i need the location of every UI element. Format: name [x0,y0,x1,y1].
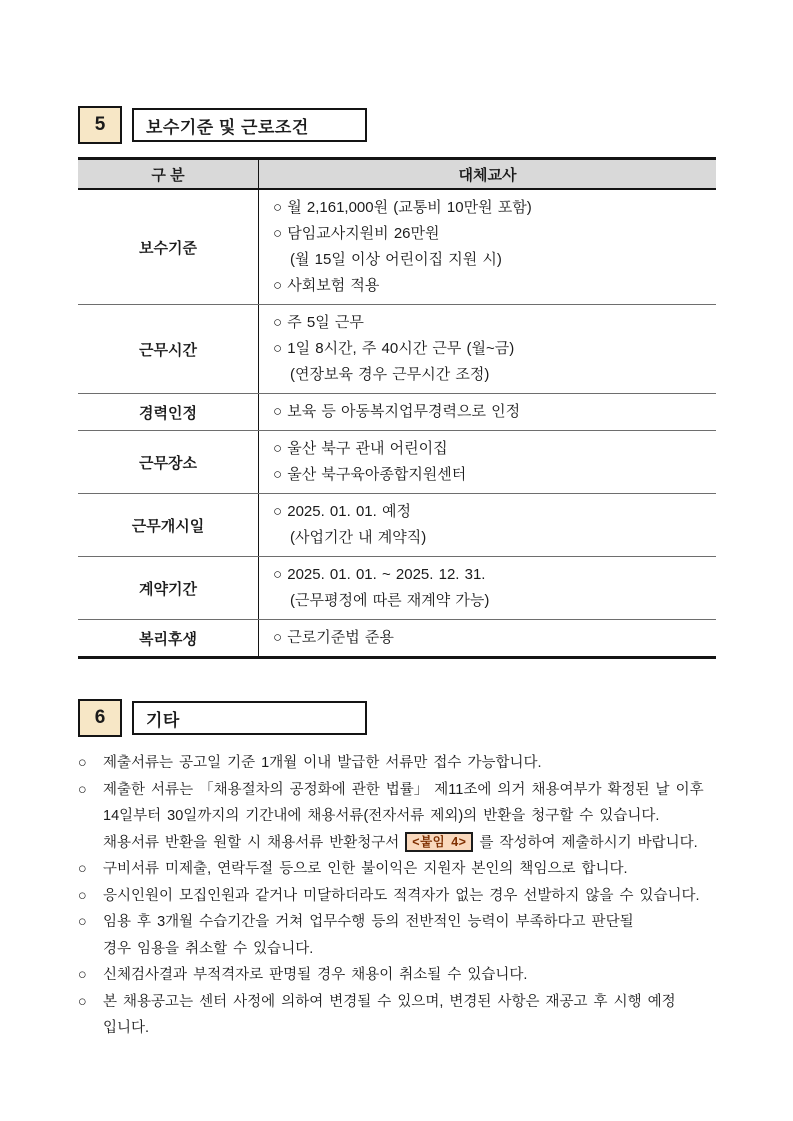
table-header-substitute-teacher: 대체교사 [458,166,517,184]
bullet-item-continuation [78,803,716,830]
section-5-header [78,106,716,144]
table-row-start-date [78,493,716,556]
bullet-marker: ○ [78,914,87,930]
row-content [259,190,716,304]
bullet-text-after-badge: 를 작성하여 제출하시기 바랍니다. [479,834,698,851]
content-line: (월 15일 이상 어린이집 지원 시) [290,251,502,268]
bullet-marker: ○ [78,861,87,877]
bullet-item [78,750,716,777]
content-line: ○ 2025. 01. 01. ~ 2025. 12. 31. [273,566,486,583]
section-5-number-badge: 5 [78,106,122,144]
row-content [259,620,716,656]
bullet-marker: ○ [78,887,87,904]
bullet-marker: ○ [78,755,87,771]
table-header-category: 구 분 [78,160,259,188]
bullet-text: 응시인원이 모집인원과 같거나 미달하더라도 적격자가 없는 경우 선발하지 않을 수 있습니다. [103,887,700,904]
content-line: (근무평정에 따른 재계약 가능) [290,592,490,609]
bullet-item [78,777,716,804]
row-label: 보수기준 [78,190,259,304]
bullet-text: 14일부터 30일까지의 기간내에 채용서류(전자서류 제외)의 반환을 청구할 수 있습니다. [103,808,660,824]
bullet-text-before-badge: 채용서류 반환을 원할 시 채용서류 반환청구서 [103,834,400,851]
bullet-text: 구비서류 미제출, 연락두절 등으로 인한 불이익은 지원자 본인의 책임으로 합니다. [103,861,628,877]
table-row-pay-standard [78,190,716,304]
row-content [259,494,716,556]
bullet-text [103,830,698,857]
content-line: ○ 보육 등 아동복지업무경력으로 인정 [273,403,521,420]
content-line: ○ 근로기준법 준용 [273,629,394,646]
bullet-text: 신체검사결과 부적격자로 판명될 경우 채용이 취소될 수 있습니다. [103,967,528,983]
bullet-marker: ○ [78,967,87,983]
bullet-item [78,989,716,1016]
row-content [259,394,716,430]
content-line: ○ 월 2,161,000원 (교통비 10만원 포함) [273,199,532,216]
table-row-welfare [78,619,716,656]
bullet-text: 임용 후 3개월 수습기간을 거쳐 업무수행 등의 전반적인 능력이 부족하다고 판단될 [103,914,634,930]
table-row-working-hours [78,304,716,393]
section-6-title: 기타 [132,701,367,735]
content-line: ○ 주 5일 근무 [273,314,364,331]
attachment-4-badge: <붙임 4> [405,832,473,852]
bullet-item [78,909,716,936]
content-line: ○ 울산 북구육아종합지원센터 [273,466,467,483]
bullet-marker: ○ [78,993,87,1010]
table-row-career-recognition [78,393,716,430]
bullet-item-continuation [78,830,716,857]
bullet-item-continuation [78,936,716,963]
section-6-header [78,699,716,737]
table-row-work-location [78,430,716,493]
row-label: 복리후생 [78,620,259,656]
bullet-item-continuation [78,1015,716,1042]
bullet-text: 경우 임용을 취소할 수 있습니다. [103,940,314,957]
content-line: (사업기간 내 계약직) [290,529,427,546]
content-line: ○ 1일 8시간, 주 40시간 근무 (월~금) [273,340,515,357]
bullet-marker: ○ [78,781,87,798]
table-row-contract-period [78,556,716,619]
row-label: 계약기간 [78,557,259,619]
row-label: 근무장소 [78,431,259,493]
section-5-title: 보수기준 및 근로조건 [132,108,367,142]
section-6-number-badge: 6 [78,699,122,737]
bullet-text: 제출한 서류는 「채용절차의 공정화에 관한 법률」 제11조에 의거 채용여부가 확정된 날 이후 [103,781,704,798]
bullet-item [78,883,716,910]
row-label: 근무개시일 [78,494,259,556]
table-header-row [78,160,716,190]
pay-conditions-table [78,157,716,659]
content-line: ○ 2025. 01. 01. 예정 [273,503,411,520]
bullet-item [78,856,716,883]
row-content [259,557,716,619]
document-content [78,106,716,1042]
row-content [259,305,716,393]
etc-bullet-list [78,750,716,1042]
content-line: ○ 사회보험 적용 [273,277,380,294]
bullet-text: 본 채용공고는 센터 사정에 의하여 변경될 수 있으며, 변경된 사항은 재공고 후 시행 예정 [103,993,676,1010]
row-content [259,431,716,493]
bullet-text: 입니다. [103,1020,150,1036]
bullet-text: 제출서류는 공고일 기준 1개월 이내 발급한 서류만 접수 가능합니다. [103,755,542,771]
content-line: ○ 담임교사지원비 26만원 [273,225,440,242]
row-label: 근무시간 [78,305,259,393]
bullet-item [78,962,716,989]
content-line: (연장보육 경우 근무시간 조정) [290,366,490,383]
content-line: ○ 울산 북구 관내 어린이집 [273,440,448,457]
row-label: 경력인정 [78,394,259,430]
